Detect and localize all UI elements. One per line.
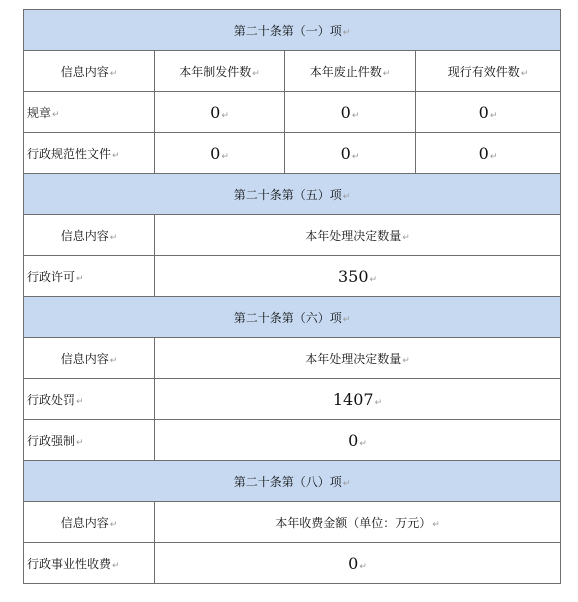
column-header-issued: 本年制发件数 <box>179 64 252 79</box>
value: 0 <box>348 553 359 573</box>
paragraph-mark-icon: ↵ <box>520 68 529 79</box>
row-label-cell <box>24 379 155 420</box>
section-title: 第二十条第（五）项 <box>233 187 342 202</box>
value-cell <box>416 92 561 133</box>
section-title-cell <box>24 461 561 502</box>
paragraph-mark-icon: ↵ <box>112 150 120 161</box>
row-label: 行政强制 <box>27 433 76 448</box>
row-label: 行政许可 <box>27 269 76 284</box>
row-label: 行政事业性收费 <box>27 556 112 571</box>
value-cell <box>155 92 285 133</box>
row-label: 规章 <box>27 105 52 120</box>
row-label-cell <box>24 543 155 584</box>
section-title-cell <box>24 297 561 338</box>
section-title-cell <box>24 10 561 51</box>
paragraph-mark-icon: ↵ <box>382 68 391 79</box>
value: 350 <box>337 266 369 286</box>
section-header-row <box>24 174 561 215</box>
row-label: 行政处罚 <box>27 392 76 407</box>
value: 0 <box>210 102 221 122</box>
section-title: 第二十条第（八）项 <box>233 474 342 489</box>
value-cell <box>416 133 561 174</box>
paragraph-mark-icon: ↵ <box>402 355 410 366</box>
paragraph-mark-icon: ↵ <box>359 561 367 572</box>
column-header-cell <box>24 215 155 256</box>
row-label-cell <box>24 133 155 174</box>
column-label-info: 信息内容 <box>60 515 109 530</box>
value: 0 <box>478 102 489 122</box>
table-row <box>24 133 561 174</box>
value-cell <box>285 133 416 174</box>
section-header-row <box>24 461 561 502</box>
value: 0 <box>348 430 359 450</box>
column-label-info: 信息内容 <box>60 351 109 366</box>
value-cell <box>285 92 416 133</box>
column-header-cell <box>155 51 285 92</box>
paragraph-mark-icon: ↵ <box>76 437 84 448</box>
paragraph-mark-icon: ↵ <box>342 314 351 325</box>
row-label-cell <box>24 256 155 297</box>
paragraph-mark-icon: ↵ <box>351 110 360 121</box>
column-header-row <box>24 502 561 543</box>
paragraph-mark-icon: ↵ <box>109 355 118 366</box>
section-title-cell <box>24 174 561 215</box>
row-label-cell <box>24 92 155 133</box>
column-header-abolished: 本年废止件数 <box>309 64 382 79</box>
value: 1407 <box>332 389 374 409</box>
paragraph-mark-icon: ↵ <box>109 68 118 79</box>
column-header-row <box>24 215 561 256</box>
column-header-cell <box>155 502 561 543</box>
paragraph-mark-icon: ↵ <box>76 273 84 284</box>
section-header-row <box>24 297 561 338</box>
paragraph-mark-icon: ↵ <box>369 274 378 285</box>
column-header-fees: 本年收费金额（单位：万元） <box>275 515 432 530</box>
column-label-info: 信息内容 <box>60 64 109 79</box>
column-header-cell <box>24 338 155 379</box>
paragraph-mark-icon: ↵ <box>109 519 118 530</box>
column-header-valid: 现行有效件数 <box>447 64 520 79</box>
table-row <box>24 256 561 297</box>
column-header-row <box>24 51 561 92</box>
section-header-row <box>24 10 561 51</box>
column-header-cell <box>155 338 561 379</box>
paragraph-mark-icon: ↵ <box>402 232 410 243</box>
paragraph-mark-icon: ↵ <box>489 110 498 121</box>
paragraph-mark-icon: ↵ <box>359 438 367 449</box>
column-header-cell <box>416 51 561 92</box>
disclosure-table <box>23 9 561 584</box>
column-header-decisions: 本年处理决定数量 <box>305 351 402 366</box>
paragraph-mark-icon: ↵ <box>109 232 118 243</box>
paragraph-mark-icon: ↵ <box>342 191 351 202</box>
paragraph-mark-icon: ↵ <box>112 560 120 571</box>
paragraph-mark-icon: ↵ <box>432 519 440 530</box>
paragraph-mark-icon: ↵ <box>342 27 351 38</box>
value-cell <box>155 543 561 584</box>
paragraph-mark-icon: ↵ <box>221 110 229 121</box>
paragraph-mark-icon: ↵ <box>221 151 229 162</box>
paragraph-mark-icon: ↵ <box>374 397 383 408</box>
table-row <box>24 92 561 133</box>
column-header-cell <box>155 215 561 256</box>
value-cell <box>155 256 561 297</box>
column-header-cell <box>285 51 416 92</box>
column-header-cell <box>24 502 155 543</box>
section-title: 第二十条第（六）项 <box>233 310 342 325</box>
paragraph-mark-icon: ↵ <box>252 68 260 79</box>
paragraph-mark-icon: ↵ <box>52 109 60 120</box>
column-header-decisions: 本年处理决定数量 <box>305 228 402 243</box>
row-label: 行政规范性文件 <box>27 146 112 161</box>
value-cell <box>155 133 285 174</box>
table-row <box>24 543 561 584</box>
row-label-cell <box>24 420 155 461</box>
value-cell <box>155 379 561 420</box>
table-row <box>24 379 561 420</box>
value: 0 <box>340 143 351 163</box>
paragraph-mark-icon: ↵ <box>76 396 84 407</box>
column-label-info: 信息内容 <box>60 228 109 243</box>
column-header-cell <box>24 51 155 92</box>
value: 0 <box>340 102 351 122</box>
section-title: 第二十条第（一）项 <box>233 23 342 38</box>
paragraph-mark-icon: ↵ <box>351 151 360 162</box>
table-row <box>24 420 561 461</box>
value: 0 <box>210 143 221 163</box>
value: 0 <box>478 143 489 163</box>
value-cell <box>155 420 561 461</box>
paragraph-mark-icon: ↵ <box>489 151 498 162</box>
column-header-row <box>24 338 561 379</box>
paragraph-mark-icon: ↵ <box>342 478 351 489</box>
